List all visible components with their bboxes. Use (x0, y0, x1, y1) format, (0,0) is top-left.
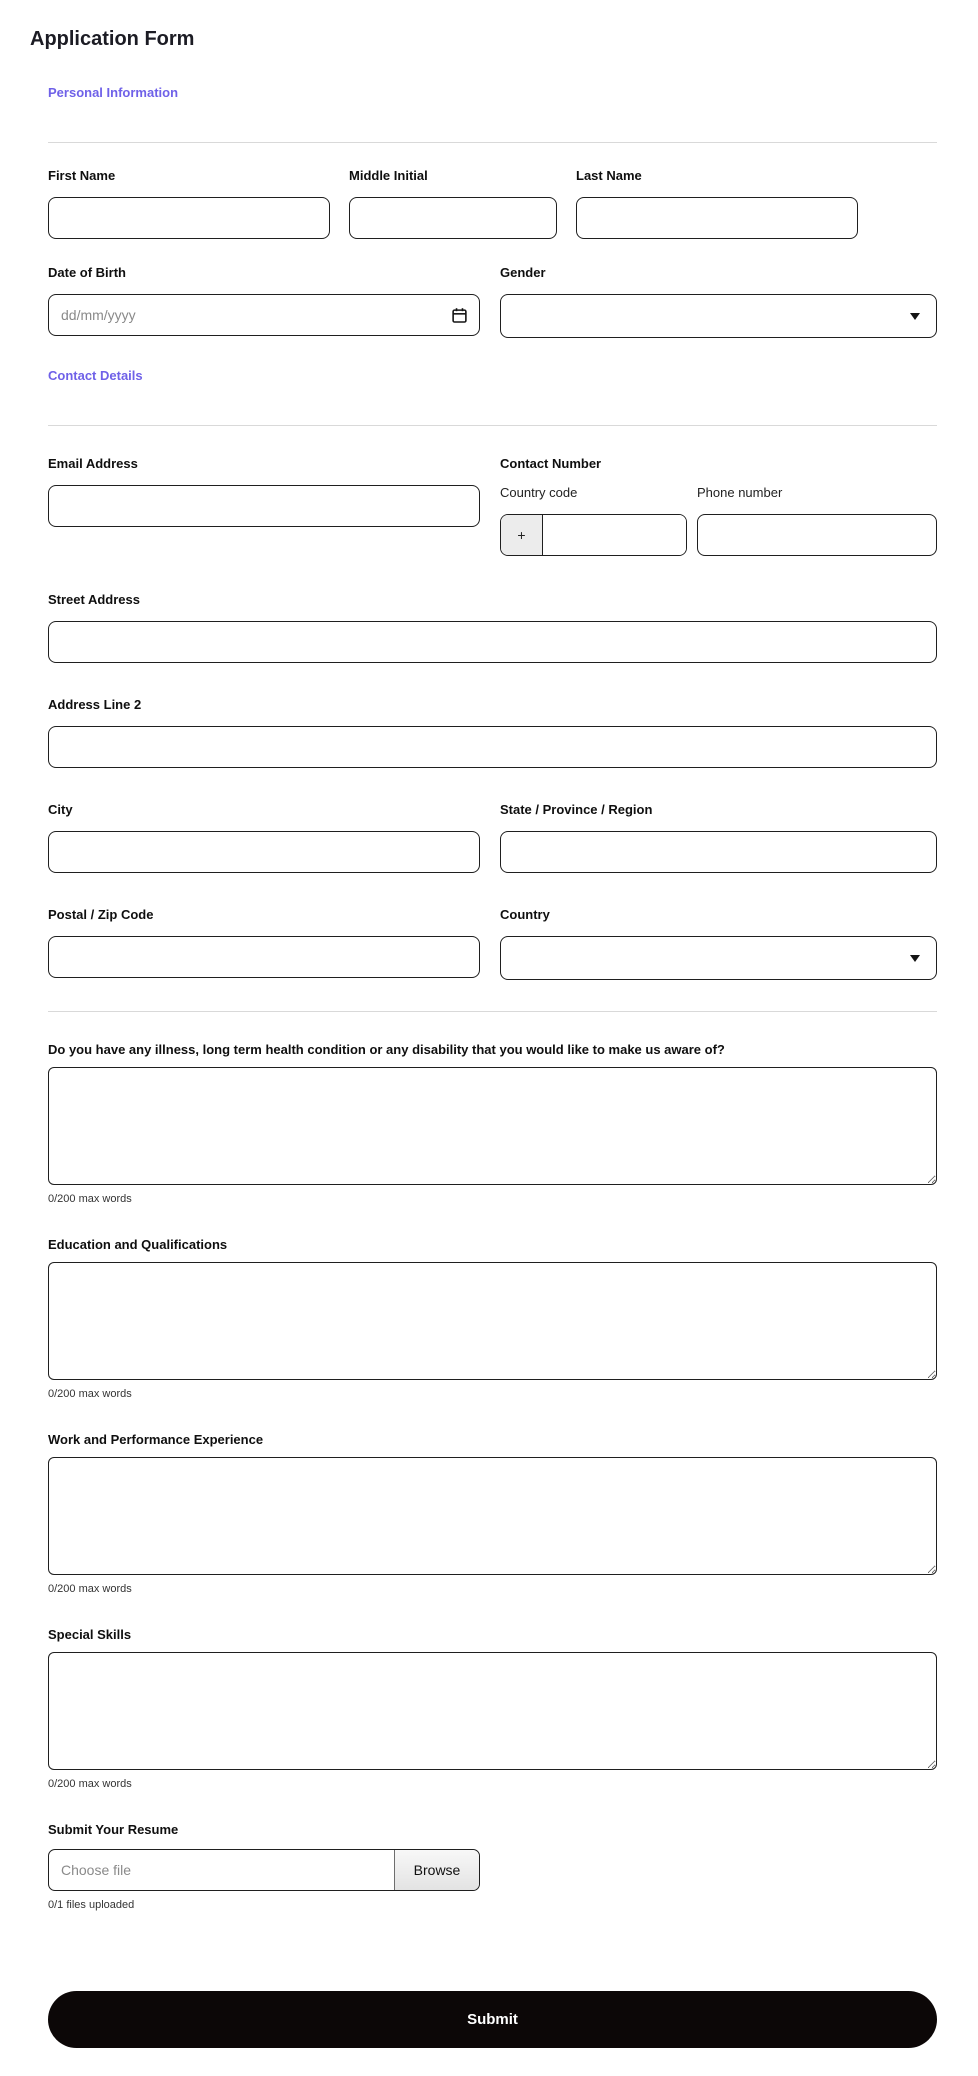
contact-number-label: Contact Number (500, 456, 602, 471)
work-experience-textarea[interactable] (48, 1457, 937, 1575)
state-field (500, 802, 937, 873)
section-heading-personal-information: Personal Information (48, 85, 179, 100)
page-title: Application Form (30, 28, 195, 50)
email-label: Email Address (48, 456, 138, 471)
education-textarea[interactable] (48, 1262, 937, 1380)
middle-initial-input[interactable] (349, 197, 557, 239)
education-word-counter: 0/200 max words (48, 1388, 132, 1400)
work-experience-block (48, 1432, 937, 1596)
file-placeholder: Choose file (61, 1862, 132, 1878)
first-name-label: First Name (48, 168, 116, 183)
city-field (48, 802, 480, 873)
health-question-textarea[interactable] (48, 1067, 937, 1185)
gender-field (500, 265, 937, 338)
phone-number-field (697, 485, 937, 556)
browse-button[interactable]: Browse (394, 1850, 479, 1890)
date-of-birth-field (48, 265, 480, 338)
middle-initial-label: Middle Initial (349, 168, 428, 183)
caret-down-icon (910, 313, 920, 320)
postal-country-row (48, 907, 937, 980)
city-state-row (48, 802, 937, 873)
phone-number-label: Phone number (697, 485, 783, 500)
country-select[interactable] (500, 936, 937, 980)
health-word-counter: 0/200 max words (48, 1193, 132, 1205)
country-field (500, 907, 937, 980)
state-label: State / Province / Region (500, 802, 653, 817)
name-row (48, 168, 937, 239)
city-input[interactable] (48, 831, 480, 873)
postal-field (48, 907, 480, 980)
skills-word-counter: 0/200 max words (48, 1778, 132, 1790)
gender-select[interactable] (500, 294, 937, 338)
submit-button[interactable]: Submit (48, 1991, 937, 2048)
phone-number-input[interactable] (697, 514, 937, 556)
education-block (48, 1237, 937, 1401)
email-phone-row (48, 456, 937, 556)
contact-number-field (500, 456, 937, 556)
special-skills-label: Special Skills (48, 1627, 132, 1642)
files-uploaded-counter: 0/1 files uploaded (48, 1899, 135, 1911)
email-input[interactable] (48, 485, 480, 527)
plus-prefix: + (501, 515, 543, 555)
postal-label: Postal / Zip Code (48, 907, 154, 922)
work-word-counter: 0/200 max words (48, 1583, 132, 1595)
contact-number-split (500, 485, 937, 556)
divider (48, 1011, 937, 1012)
health-question-block (48, 1042, 937, 1206)
special-skills-textarea[interactable] (48, 1652, 937, 1770)
divider (48, 425, 937, 426)
last-name-field (576, 168, 858, 239)
date-of-birth-label: Date of Birth (48, 265, 126, 280)
first-name-input[interactable] (48, 197, 330, 239)
postal-input[interactable] (48, 936, 480, 978)
city-label: City (48, 802, 73, 817)
resume-label: Submit Your Resume (48, 1822, 179, 1837)
country-code-group (500, 514, 687, 556)
state-input[interactable] (500, 831, 937, 873)
email-field (48, 456, 480, 556)
last-name-label: Last Name (576, 168, 642, 183)
country-code-input[interactable] (543, 515, 686, 555)
address-line2-field (48, 697, 937, 768)
country-code-label: Country code (500, 485, 578, 500)
dob-gender-row (48, 265, 937, 338)
street-address-label: Street Address (48, 592, 140, 607)
address-line2-input[interactable] (48, 726, 937, 768)
street-address-input[interactable] (48, 621, 937, 663)
date-of-birth-input[interactable] (48, 294, 480, 336)
caret-down-icon (910, 955, 920, 962)
street-address-field (48, 592, 937, 663)
first-name-field (48, 168, 330, 239)
resume-upload-block (48, 1822, 937, 1912)
resume-file-input[interactable] (48, 1849, 480, 1891)
application-form-page (0, 28, 978, 2048)
last-name-input[interactable] (576, 197, 858, 239)
address-line2-label: Address Line 2 (48, 697, 142, 712)
divider (48, 142, 937, 143)
education-label: Education and Qualifications (48, 1237, 228, 1252)
section-heading-contact-details: Contact Details (48, 368, 143, 383)
middle-initial-field (349, 168, 557, 239)
special-skills-block (48, 1627, 937, 1791)
date-of-birth-inputwrap (48, 294, 480, 336)
country-code-field (500, 485, 687, 556)
gender-label: Gender (500, 265, 546, 280)
work-experience-label: Work and Performance Experience (48, 1432, 264, 1447)
calendar-icon[interactable] (451, 307, 468, 324)
health-question-label: Do you have any illness, long term health condition or any disability that you would like to make us aware of? (48, 1042, 725, 1057)
country-label: Country (500, 907, 550, 922)
